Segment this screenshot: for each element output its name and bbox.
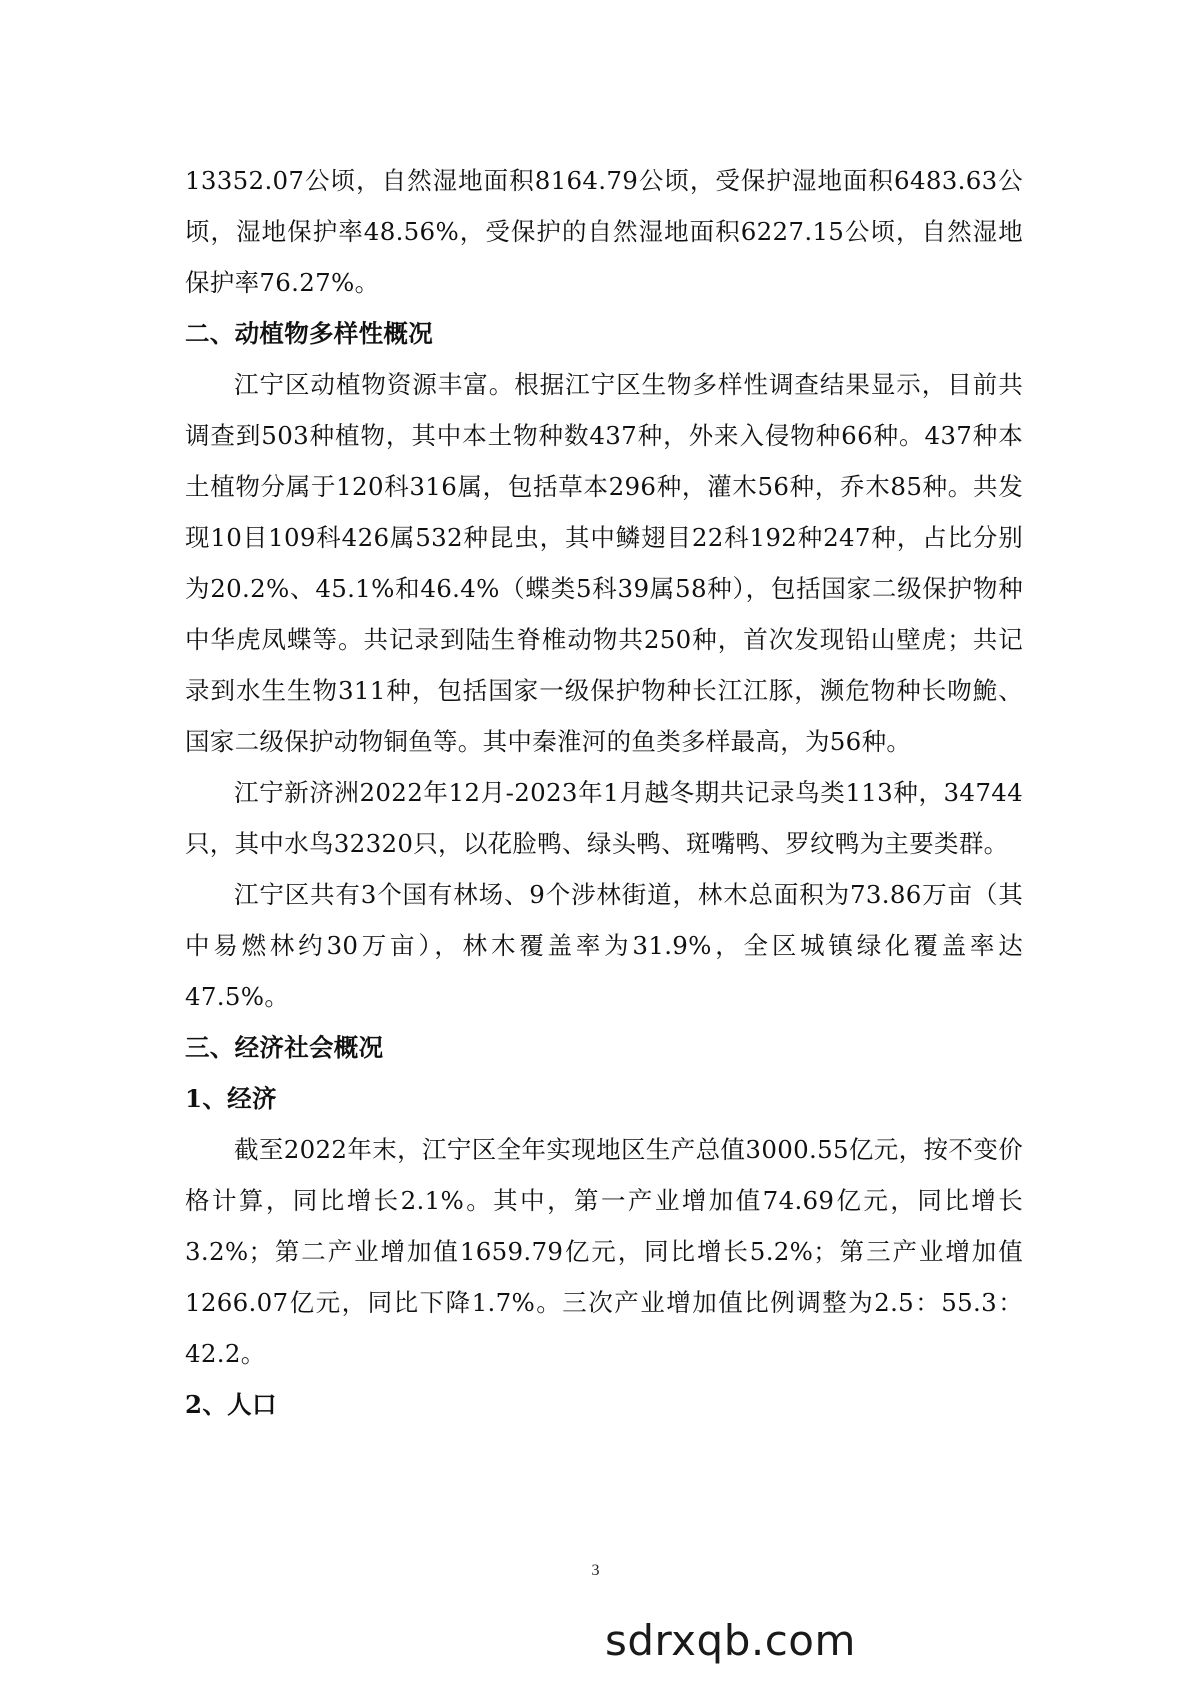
watermark-text: sdrxqb.com bbox=[605, 1616, 856, 1665]
page-number: 3 bbox=[591, 1562, 600, 1579]
subheading-population: 2、人口 bbox=[185, 1390, 277, 1419]
paragraph-birds: 江宁新济洲2022年12月-2023年1月越冬期共记录鸟类113种，34744只，其中水鸟32320只，以花脸鸭、绿头鸭、斑嘴鸭、罗纹鸭为主要类群。 bbox=[185, 778, 1023, 858]
paragraph-wetland: 13352.07公顷，自然湿地面积8164.79公顷，受保护湿地面积6483.63公顷，湿地保护率48.56%，受保护的自然湿地面积6227.15公顷，自然湿地保护率76.27%。 bbox=[185, 166, 1023, 297]
heading-biodiversity: 二、动植物多样性概况 bbox=[185, 319, 433, 348]
heading-economy-society: 三、经济社会概况 bbox=[185, 1033, 384, 1062]
paragraph-forest: 江宁区共有3个国有林场、9个涉林街道，林木总面积为73.86万亩（其中易燃林约30万亩），林木覆盖率为31.9%，全区城镇绿化覆盖率达47.5%。 bbox=[185, 880, 1023, 1011]
subheading-economy: 1、经济 bbox=[185, 1084, 277, 1113]
paragraph-biodiversity: 江宁区动植物资源丰富。根据江宁区生物多样性调查结果显示，目前共调查到503种植物，其中本土物种数437种，外来入侵物种66种。437种本土植物分属于120科316属，包括草本296种，灌木56种，乔木85种。共发现10目109科426属532种昆虫，其中鳞翅目22科192种247种，占比分别为20.2%、45.1%和46.4%（蝶类5科39属58种），包括国家二级保护物种中华虎凤蝶等。共记录到陆生脊椎动物共250种，首次发现铅山壁虎；共记录到水生生物311种，包括国家一级保护物种长江江豚，濒危物种长吻鮠、国家二级保护动物铜鱼等。其中秦淮河的鱼类多样最高，为56种。 bbox=[185, 370, 1023, 756]
paragraph-economy: 截至2022年末，江宁区全年实现地区生产总值3000.55亿元，按不变价格计算，同比增长2.1%。其中，第一产业增加值74.69亿元，同比增长3.2%；第二产业增加值1659.79亿元，同比增长5.2%；第三产业增加值1266.07亿元，同比下降1.7%。三次产业增加值比例调整为2.5：55.3：42.2。 bbox=[185, 1135, 1023, 1368]
document-body bbox=[185, 155, 1023, 1430]
